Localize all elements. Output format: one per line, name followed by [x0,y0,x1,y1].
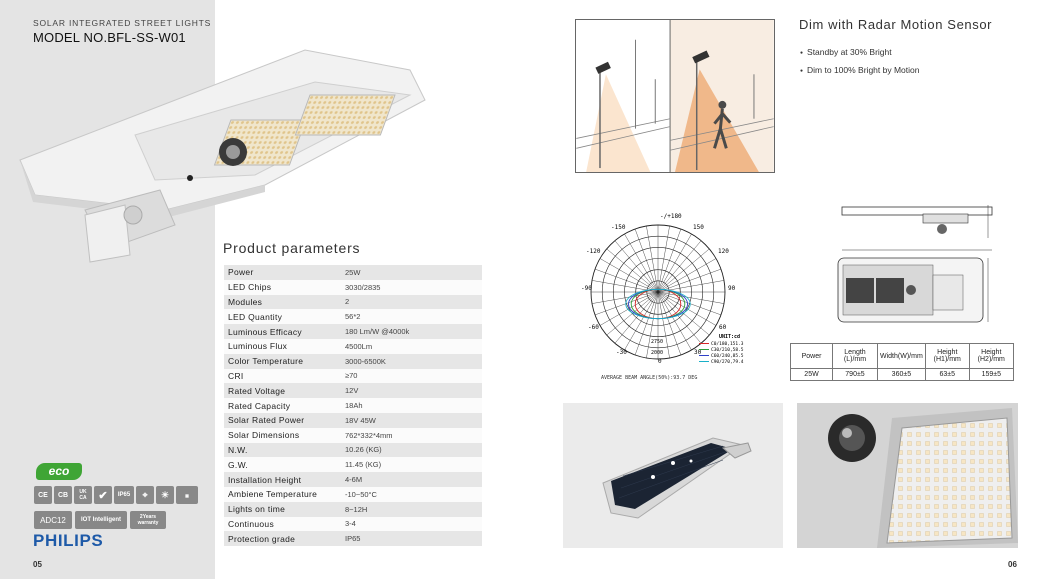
param-label: Lights on time [224,502,341,517]
street-light-product-image [15,40,455,270]
param-label: N.W. [224,443,341,458]
warranty-badge: 2Years warranty [130,511,166,529]
param-label: Rated Capacity [224,398,341,413]
bullet-dim: ● Dim to 100% Bright by Motion [800,65,919,83]
philips-logo: PHILIPS [33,531,104,550]
polar-legend-label: C30/210,58.5 [711,348,744,353]
ukca-badge: UK CA [74,486,92,504]
param-label: CRI [224,369,341,384]
dims-cell-height1: 63±5 [925,369,969,381]
param-label: LED Quantity [224,309,341,324]
polar-label-m60: -60 [588,324,599,331]
param-row [224,295,482,310]
param-value: 762*332*4mm [341,428,482,443]
param-label: Rated Voltage [224,383,341,398]
param-value: 18V 45W [341,413,482,428]
polar-label-0: 0 [658,358,662,365]
param-row [224,354,482,369]
cert-badges-row-2 [34,511,166,529]
param-row [224,443,482,458]
eco-badge: eco [36,463,82,480]
param-row [224,339,482,354]
param-value: 25W [341,265,482,280]
dims-header-length: Length (L)/mm [833,344,878,369]
polar-label-90: 90 [728,285,736,292]
param-value: 8~12H [341,502,482,517]
anti-corrosion-badge-icon: ▦ [176,486,198,504]
param-row [224,517,482,532]
param-value: 3000-6500K [341,354,482,369]
polar-label-150: 150 [693,224,704,231]
polar-label-top: -/+180 [660,213,682,220]
param-label: Solar Dimensions [224,428,341,443]
iot-badge: IOT Intelligent [75,511,127,529]
param-value: 10.26 (KG) [341,443,482,458]
params-table [224,265,482,546]
ce-badge: CE [34,486,52,504]
polar-label-m30: -30 [616,349,627,356]
param-label: Continuous [224,517,341,532]
param-value: -10~50°C [341,487,482,502]
radar-sensor-illustration [575,19,775,173]
param-label: Modules [224,295,341,310]
dimensions-table [790,343,1014,381]
param-row [224,413,482,428]
catalog-subtitle: SOLAR INTEGRATED STREET LIGHTS [33,18,212,28]
param-label: Power [224,265,341,280]
radar-bullets [800,47,919,83]
param-value: 2 [341,295,482,310]
polar-beam-angle: AVERAGE BEAM ANGLE(50%):93.7 DEG [601,375,698,381]
param-row [224,472,482,487]
param-label: Protection grade [224,531,341,546]
param-value: 3-4 [341,517,482,532]
param-row [224,265,482,280]
bullet-standby: ● Standby at 30% Bright [800,47,919,65]
param-row [224,428,482,443]
polar-label-60: 60 [719,324,727,331]
dims-cell-power: 25W [791,369,833,381]
param-label: Solar Rated Power [224,413,341,428]
led-module-photo [797,403,1018,548]
ip65-badge: IP65 [114,486,134,504]
polar-radial-2750: 2750 [651,339,664,345]
radar-title: Dim with Radar Motion Sensor [799,17,993,32]
param-value: IP65 [341,531,482,546]
param-row [224,531,482,546]
dims-header-height1: Height (H1)/mm [925,344,969,369]
param-value: 3030/2835 [341,280,482,295]
param-label: Luminous Flux [224,339,341,354]
polar-light-distribution [575,205,775,385]
polar-label-30: 30 [694,349,702,356]
param-row [224,398,482,413]
solar-panel-photo [563,403,783,548]
polar-label-m120: -120 [586,248,601,255]
param-value: 56*2 [341,309,482,324]
sensor-badge-icon: ⌖ [136,486,154,504]
polar-legend-title: UNIT:cd [719,334,741,340]
param-row [224,309,482,324]
param-row [224,502,482,517]
polar-legend-label: C90/270,79.4 [711,360,744,365]
dims-header-height2: Height (H2)/mm [969,344,1013,369]
param-label: Ambiene Temperature [224,487,341,502]
check-icon: ✔ [98,489,108,502]
polar-legend-label: C0/180,151.3 [711,342,744,347]
param-row [224,324,482,339]
param-label: G.W. [224,457,341,472]
polar-label-120: 120 [718,248,729,255]
param-label: LED Chips [224,280,341,295]
cb-badge: CB [54,486,72,504]
polar-radial-2000: 2000 [651,350,664,356]
param-label: Luminous Efficacy [224,324,341,339]
param-value: 4-6M [341,472,482,487]
dims-header-width: Width(W)/mm [878,344,926,369]
param-value: 11.45 (KG) [341,457,482,472]
dims-cell-width: 360±5 [878,369,926,381]
param-row [224,457,482,472]
dims-cell-height2: 159±5 [969,369,1013,381]
param-value: 18Ah [341,398,482,413]
model-number: MODEL NO.BFL-SS-W01 [33,30,186,45]
polar-legend [699,341,744,365]
param-value: 12V [341,383,482,398]
rohs-badge [94,486,112,504]
param-row [224,383,482,398]
param-value: ≥70 [341,369,482,384]
dims-header-power: Power [791,344,833,369]
page-number-left: 05 [33,560,42,569]
param-value: 180 Lm/W @4000k [341,324,482,339]
dimension-drawing [828,200,996,330]
param-label: Installation Height [224,472,341,487]
adc12-badge: ADC12 [34,511,72,529]
param-value: 4500Lm [341,339,482,354]
param-row [224,369,482,384]
params-title: Product parameters [223,240,361,256]
led-badge-icon: ☀ [156,486,174,504]
polar-label-m90: -90 [581,285,592,292]
polar-legend-label: C60/240,85.5 [711,354,744,359]
cert-badges-row [34,486,198,504]
page-number-right: 06 [1008,560,1017,569]
param-row [224,487,482,502]
polar-label-m150: -150 [611,224,626,231]
dims-cell-length: 790±5 [833,369,878,381]
param-row [224,280,482,295]
param-label: Color Temperature [224,354,341,369]
